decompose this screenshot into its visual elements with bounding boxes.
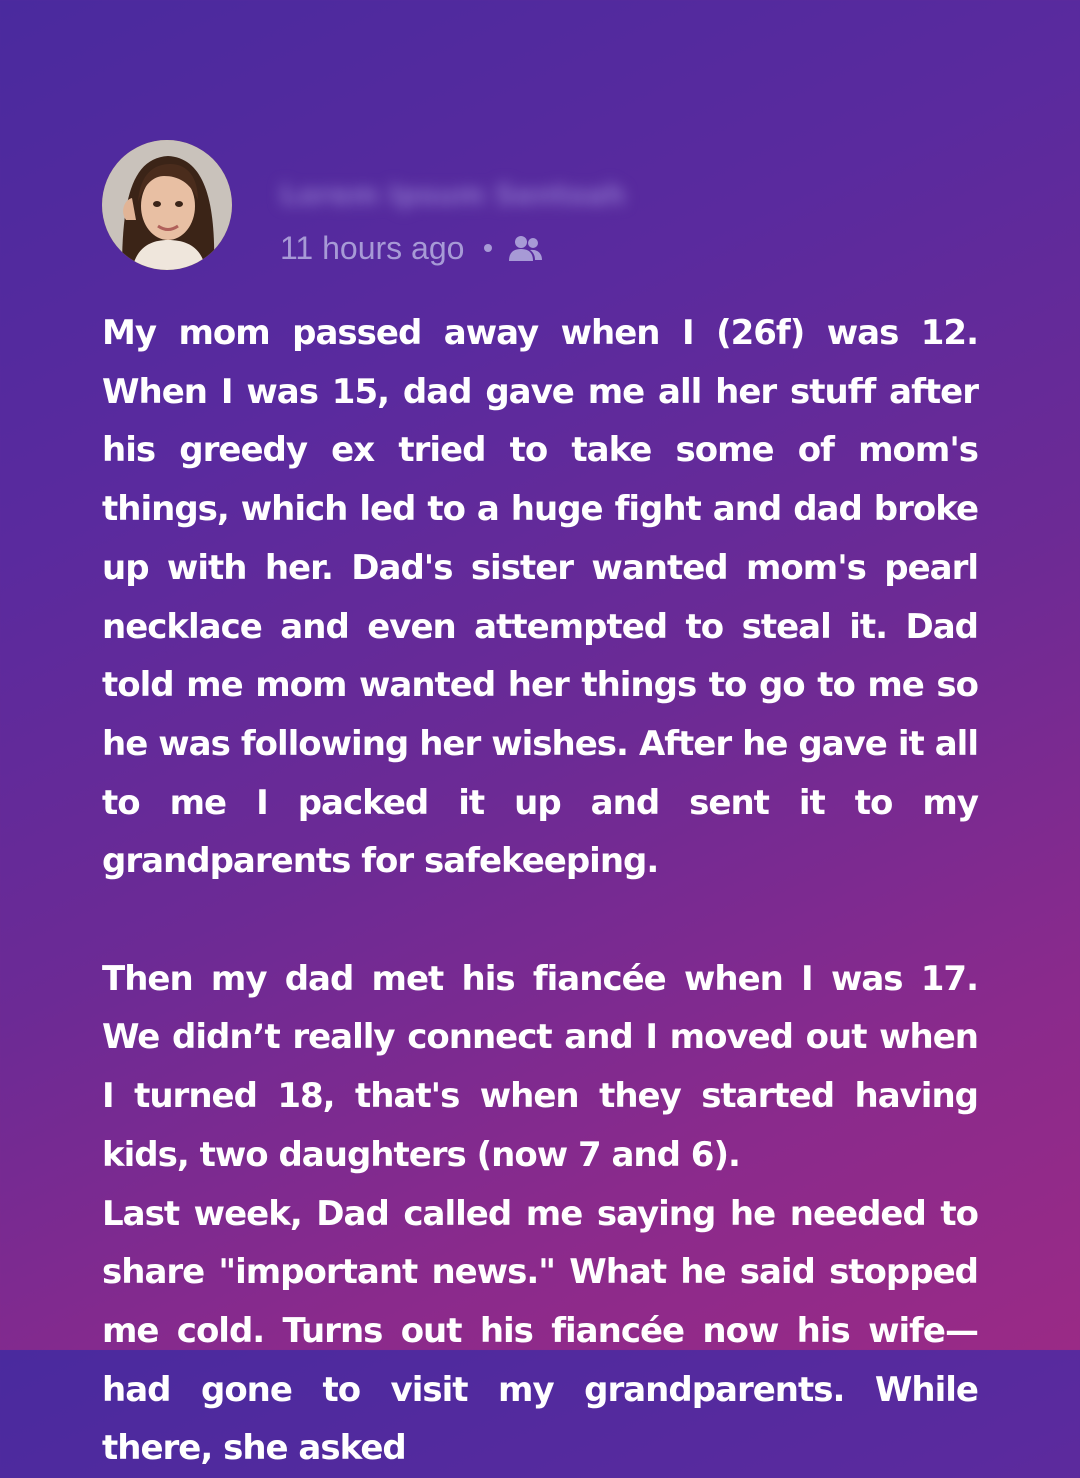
author-name[interactable]: Lorem Ipsum Sentoah <box>280 178 626 211</box>
avatar[interactable] <box>102 140 232 270</box>
post-meta <box>280 228 544 268</box>
post-paragraph-1: My mom passed away when I (26f) was 12. When I was 15, dad gave me all her stuff after his greedy ex tried to take some of mom's things, which led to a huge fight and dad broke up with her. Dad's sister wanted mom's pearl necklace and even attempted to steal it. Dad told me mom wanted her things to go to me so he was following her wishes. After he gave it all to me I packed it up and sent it to my grandparents for safekeeping. <box>102 313 978 882</box>
timestamp[interactable]: 11 hours ago <box>280 230 465 266</box>
paragraph-gap <box>102 891 978 950</box>
avatar-woman-photo-icon <box>102 140 232 270</box>
post-header <box>102 140 982 272</box>
friends-icon[interactable] <box>506 233 544 263</box>
post-body <box>102 304 978 1478</box>
separator-dot <box>484 244 492 252</box>
post-paragraph-2: Then my dad met his fiancée when I was 17. We didn’t really connect and I moved out when I turned 18, that's when they started having kids, two daughters (now 7 and 6). <box>102 958 978 1175</box>
post-paragraph-3: Last week, Dad called me saying he needed to share "important news." What he said stopped me cold. Turns out his fiancée now his wife—had gone to visit my grandparents. While there, she asked <box>102 1193 978 1469</box>
